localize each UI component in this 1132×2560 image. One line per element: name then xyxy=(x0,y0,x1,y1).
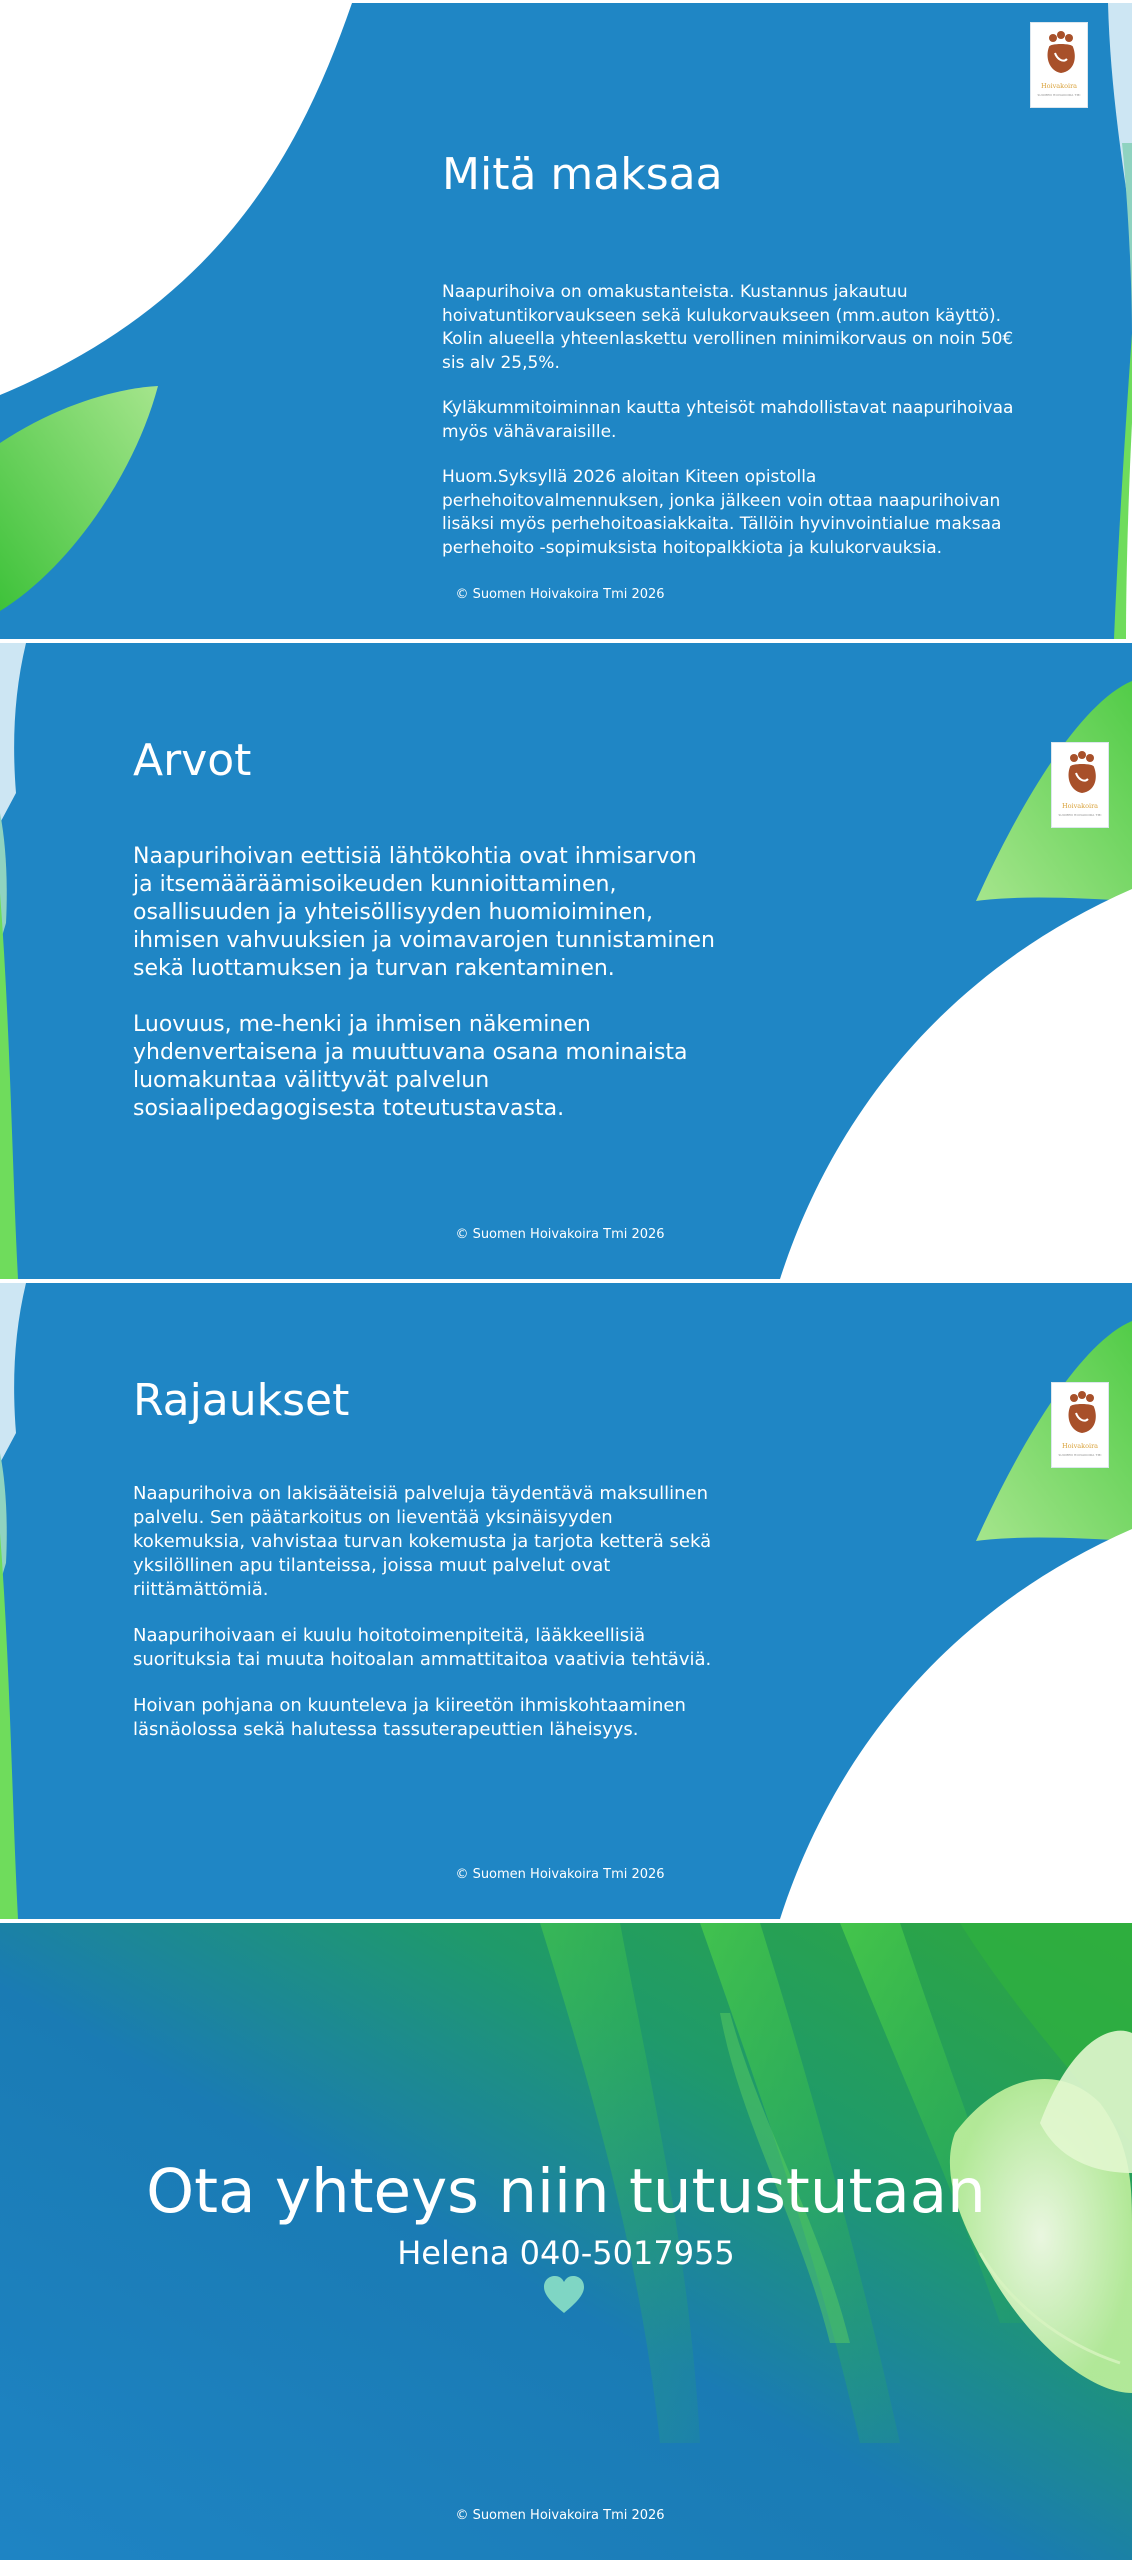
logo-subtitle: SUOMEN HOIVAKOIRA TMI xyxy=(1058,813,1102,817)
logo-subtitle: SUOMEN HOIVAKOIRA TMI xyxy=(1037,93,1081,97)
slide-arvot xyxy=(0,643,1132,1279)
paragraph: Hoivan pohjana on kuunteleva ja kiireetön ihmiskohtaaminen läsnäolossa sekä halutessa tassuterapeuttien läheisyys. xyxy=(133,1695,686,1740)
slide-contact xyxy=(0,1923,1132,2560)
paragraph: Luovuus, me-henki ja ihmisen näkeminen yhdenvertaisena ja muuttuvana osana moninaista luomakuntaa välittyvät palvelun sosiaalipedagogisesta toteutustavasta. xyxy=(133,1012,688,1121)
copyright-footer: © Suomen Hoivakoira Tmi 2026 xyxy=(455,1227,665,1242)
logo-name: Hoivakoira xyxy=(1040,82,1078,90)
slide-rajaukset xyxy=(0,1283,1132,1919)
paragraph: Naapurihoivaan ei kuulu hoitotoimenpiteitä, lääkkeellisiä suorituksia tai muuta hoitoalan ammattitaitoa vaativia tehtäviä. xyxy=(133,1625,712,1670)
slide-body xyxy=(442,281,1022,582)
paragraph: Naapurihoiva on lakisääteisiä palveluja täydentävä maksullinen palvelu. Sen päätarkoitus on lieventää yksinäisyyden kokemuksia, vahvistaa turvan kokemusta ja tarjota ketterä sekä yksilöllinen apu tilanteissa, joissa muut palvelut ovat riittämättömiä. xyxy=(133,1483,712,1600)
copyright-footer: © Suomen Hoivakoira Tmi 2026 xyxy=(455,587,665,602)
paragraph: Kyläkummitoiminnan kautta yhteisöt mahdollistavat naapurihoivaa myös vähävaraisille. xyxy=(442,398,1014,442)
paragraph: Naapurihoivan eettisiä lähtökohtia ovat ihmisarvon ja itsemääräämisoikeuden kunnioittaminen, osallisuuden ja yhteisöllisyyden huomioiminen, ihmisen vahvuuksien ja voimavarojen tunnistaminen sekä luottamuksen ja turvan rakentaminen. xyxy=(133,844,715,981)
slide-body xyxy=(133,1482,718,1764)
hoivakoira-logo xyxy=(1030,22,1088,108)
copyright-footer: © Suomen Hoivakoira Tmi 2026 xyxy=(455,1867,665,1882)
slide-title: Rajaukset xyxy=(133,1375,350,1426)
slide-mita-maksaa xyxy=(0,3,1132,639)
copyright-footer: © Suomen Hoivakoira Tmi 2026 xyxy=(455,2508,665,2523)
contact-phone: Helena 040-5017955 xyxy=(397,2234,735,2272)
slide-title: Arvot xyxy=(133,735,252,786)
heart-icon xyxy=(542,2275,586,2315)
cta-title: Ota yhteys niin tutustutaan xyxy=(146,2156,986,2227)
hoivakoira-logo xyxy=(1051,742,1109,828)
paragraph: Huom.Syksyllä 2026 aloitan Kiteen opistolla perhehoitovalmennuksen, jonka jälkeen voin ottaa naapurihoivan lisäksi myös perhehoitoasiakkaita. Tällöin hyvinvointialue maksaa perhehoito -sopimuksista hoitopalkkiota ja kulukorvauksia. xyxy=(442,467,1002,558)
hoivakoira-logo xyxy=(1051,1382,1109,1468)
logo-name: Hoivakoira xyxy=(1061,1442,1099,1450)
logo-subtitle: SUOMEN HOIVAKOIRA TMI xyxy=(1058,1453,1102,1457)
slide-title: Mitä maksaa xyxy=(442,149,723,200)
paragraph: Naapurihoiva on omakustanteista. Kustannus jakautuu hoivatuntikorvaukseen sekä kulukorvaukseen (mm.auton käyttö). Kolin alueella yhteenlaskettu verollinen minimikorvaus on noin 50€ sis alv 25,5%. xyxy=(442,282,1014,373)
slide-body xyxy=(133,843,723,1145)
logo-name: Hoivakoira xyxy=(1061,802,1099,810)
